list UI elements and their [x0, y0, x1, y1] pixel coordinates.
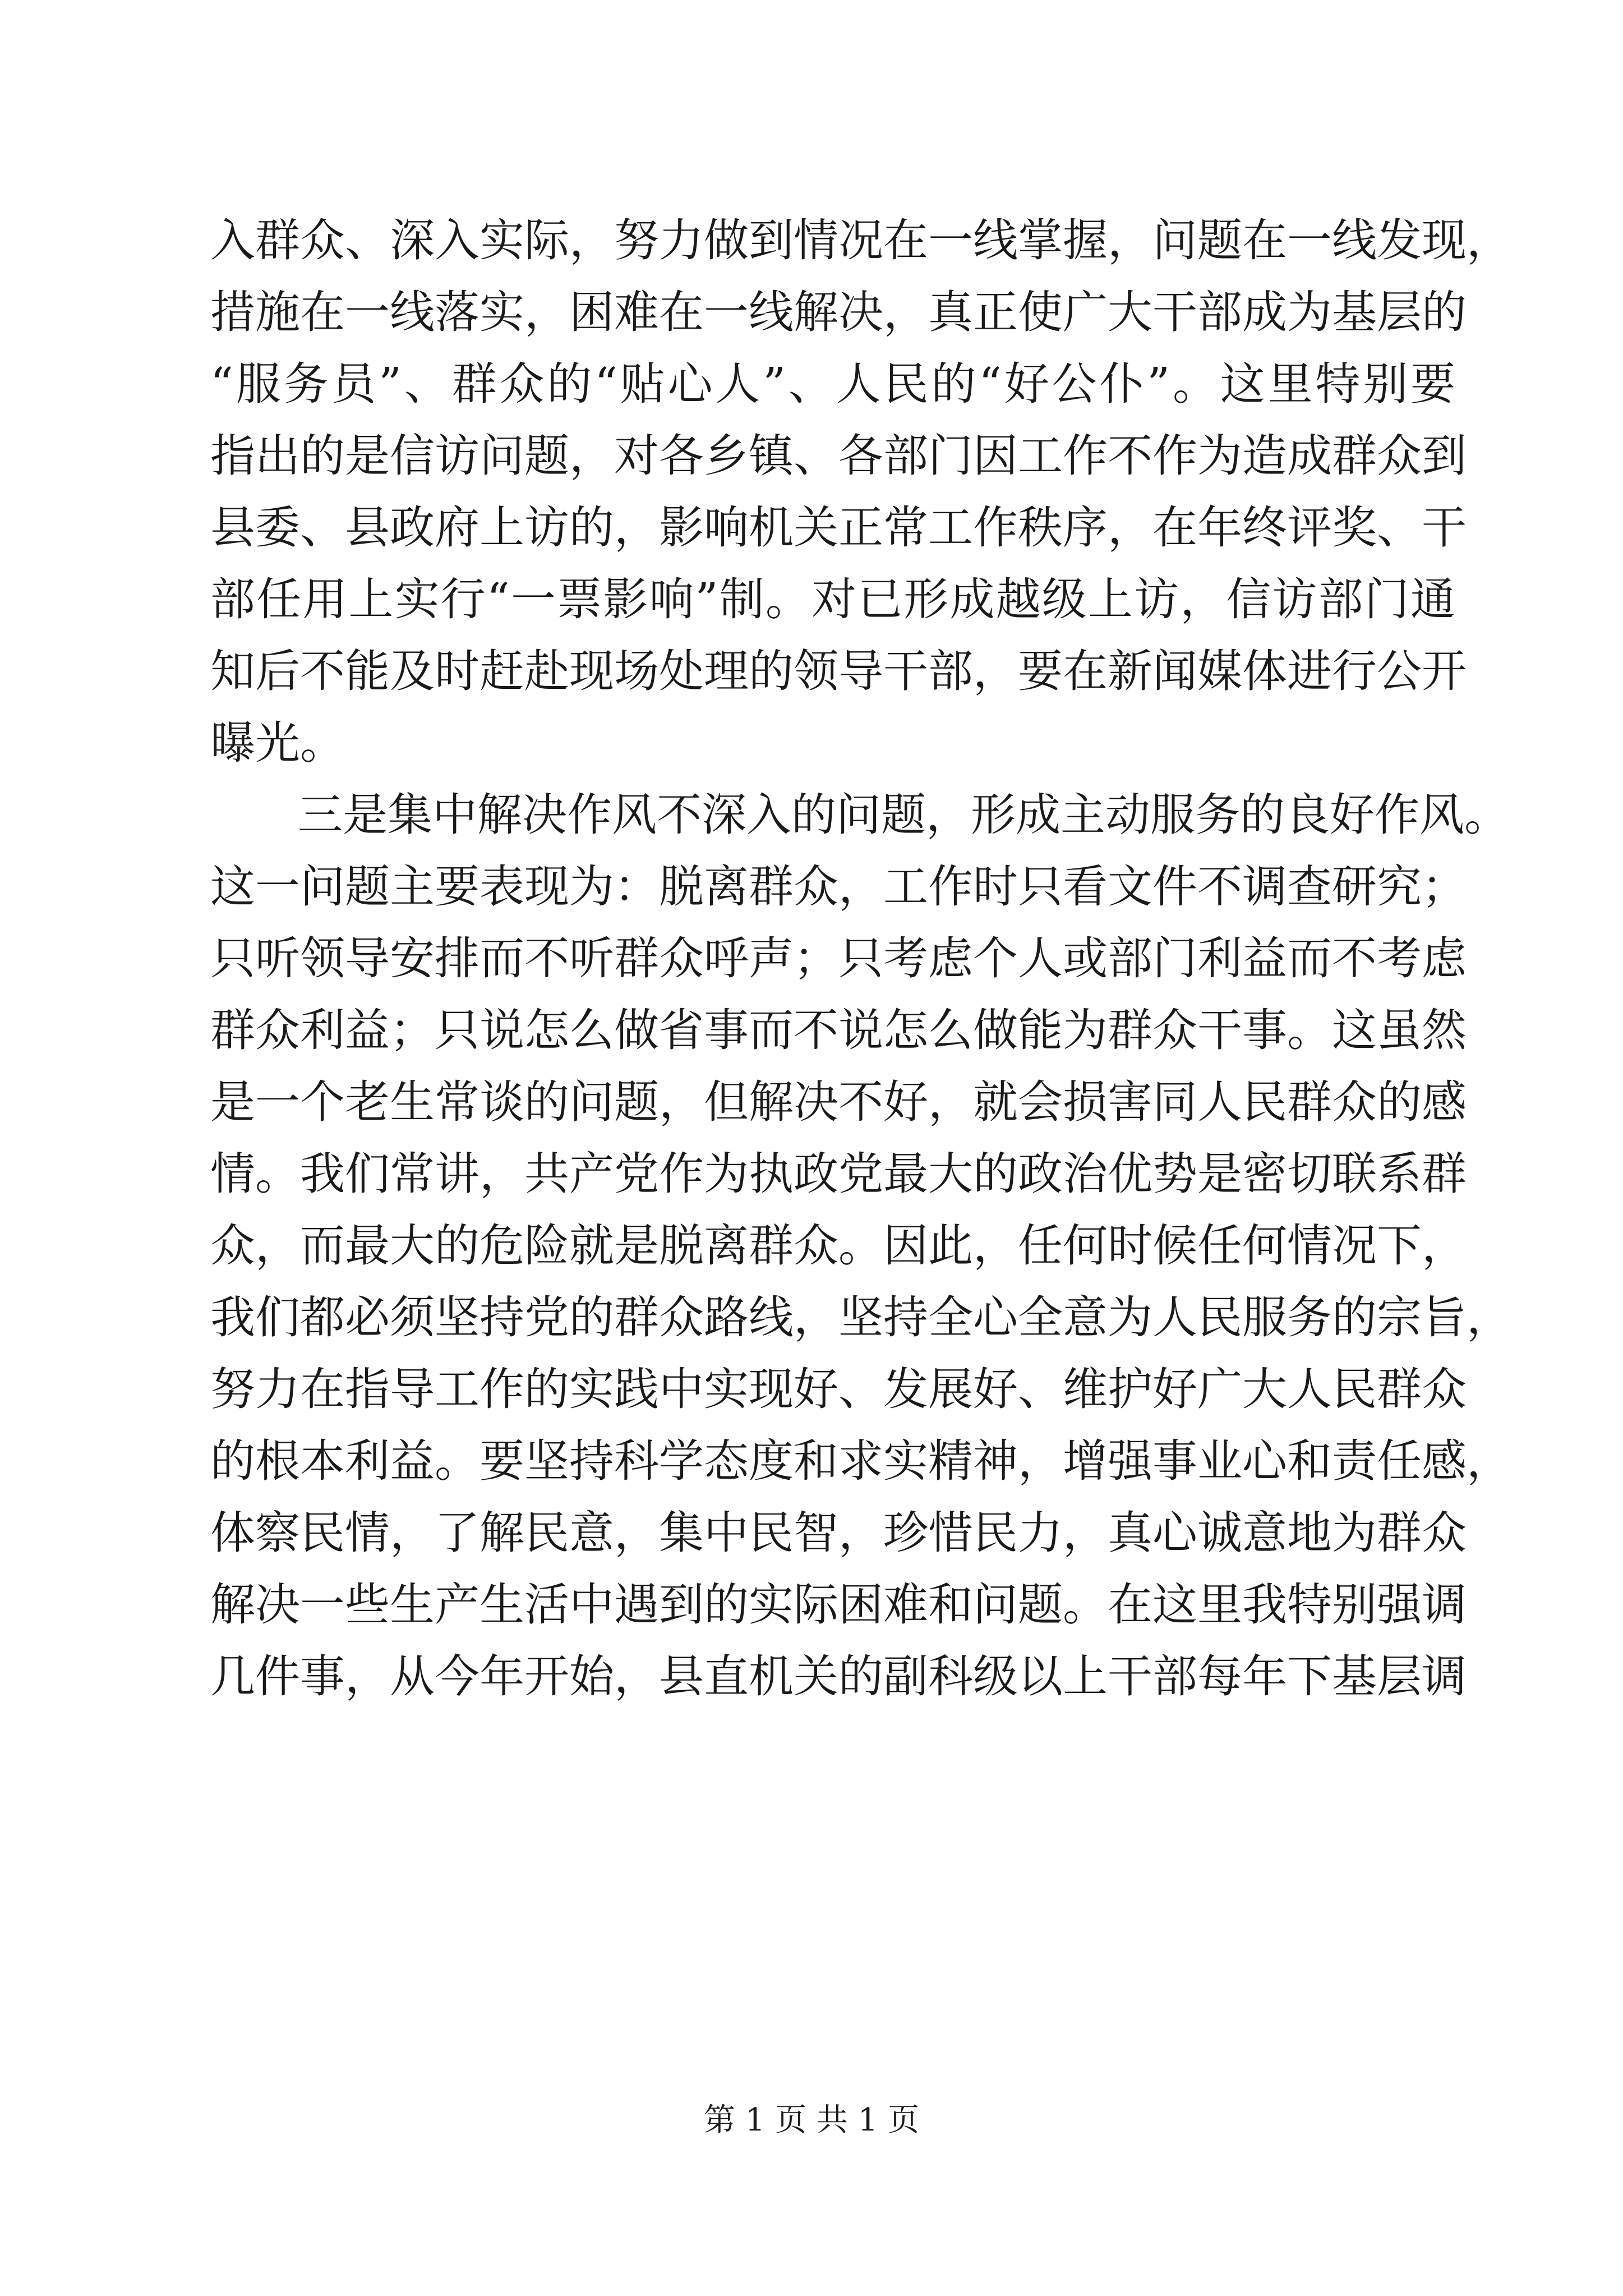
text-line: 县委、县政府上访的，影响机关正常工作秩序，在年终评奖、干	[210, 501, 1467, 554]
page-number-footer: 第 1 页 共 1 页	[703, 2102, 920, 2138]
text-line: 措施在一线落实，困难在一线解决，真正使广大干部成为基层的	[210, 286, 1467, 338]
text-line: 我们都必须坚持党的群众路线，坚持全心全意为人民服务的宗旨，	[210, 1291, 1511, 1343]
text-line: 的根本利益。要坚持科学态度和求实精神，增强事业心和责任感，	[210, 1435, 1511, 1487]
text-line: “服务员”、群众的“贴心人”、人民的“好公仆”。这里特别要	[210, 358, 1455, 410]
text-line: 这一问题主要表现为：脱离群众，工作时只看文件不调查研究；	[210, 861, 1467, 913]
text-line: 指出的是信访问题，对各乡镇、各部门因工作不作为造成群众到	[210, 430, 1467, 482]
text-line: 群众利益；只说怎么做省事而不说怎么做能为群众干事。这虽然	[210, 1004, 1467, 1056]
text-line: 情。我们常讲，共产党作为执政党最大的政治优势是密切联系群	[210, 1148, 1467, 1200]
text-line: 努力在指导工作的实践中实现好、发展好、维护好广大人民群众	[210, 1363, 1467, 1415]
text-line: 几件事，从今年开始，县直机关的副科级以上干部每年下基层调	[210, 1650, 1467, 1703]
text-line: 解决一些生产生活中遇到的实际困难和问题。在这里我特别强调	[210, 1579, 1467, 1631]
body-text	[210, 205, 1511, 1713]
text-line: 曝光。	[210, 717, 345, 769]
text-line: 是一个老生常谈的问题，但解决不好，就会损害同人民群众的感	[210, 1076, 1467, 1128]
text-line: 知后不能及时赶赴现场处理的领导干部，要在新闻媒体进行公开	[210, 645, 1467, 697]
paragraph-start-line: 三是集中解决作风不深入的问题，形成主动服务的良好作风。	[298, 789, 1509, 841]
text-line: 众，而最大的危险就是脱离群众。因此，任何时候任何情况下，	[210, 1220, 1467, 1272]
text-line: 入群众、深入实际，努力做到情况在一线掌握，问题在一线发现，	[210, 214, 1511, 266]
text-line: 体察民情，了解民意，集中民智，珍惜民力，真心诚意地为群众	[210, 1507, 1467, 1559]
text-line: 部任用上实行“一票影响”制。对已形成越级上访，信访部门通	[210, 573, 1455, 625]
text-line: 只听领导安排而不听群众呼声；只考虑个人或部门利益而不考虑	[210, 932, 1467, 984]
